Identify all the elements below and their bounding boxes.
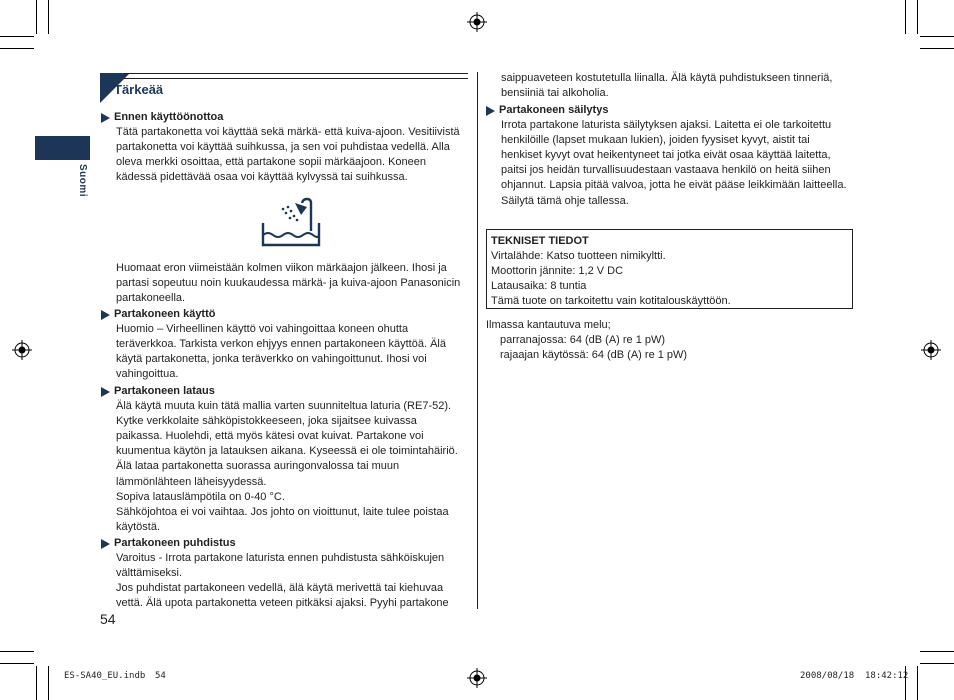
section-title: Partakoneen säilytys <box>499 104 609 116</box>
text-line: oleva merkki osoittaa, että partakone sopii märkäajoon. Koneen <box>116 156 427 169</box>
text-line: paitsi jos heidän turvallisuudestaan vastaava henkilö on heitä siihen <box>501 164 831 177</box>
text-line: Sopiva latauslämpötila on 0-40 °C. <box>116 490 285 503</box>
text-line: lämmönlähteen läheisyydessä. <box>116 475 267 488</box>
bullet-arrow-icon <box>101 539 110 549</box>
crop-mark <box>36 0 37 34</box>
text-line: Varoitus - Irrota partakone laturista ennen puhdistusta sähköiskujen <box>116 552 445 565</box>
crop-mark <box>0 663 34 664</box>
registration-mark-icon <box>467 12 487 32</box>
crop-mark <box>48 0 49 34</box>
text-line: käytä partakonetta, jonka teräverkko on vahingoittunut. Ihosi voi <box>116 353 427 366</box>
specifications-box <box>486 229 853 309</box>
crop-mark <box>920 651 954 652</box>
text-line: partakoneella. <box>116 292 186 305</box>
text-line: Tätä partakonetta voi käyttää sekä märkä- että kuiva-ajoon. Vesitiivistä <box>116 126 460 139</box>
section-cleaning-continued <box>486 71 866 101</box>
section-storage <box>486 103 866 209</box>
heading-rule <box>124 73 468 74</box>
text-line: Huomio – Virheellinen käyttö voi vahingoittaa koneen ohutta <box>116 323 409 336</box>
crop-mark <box>917 0 918 34</box>
text-line: käytöstä. <box>116 520 161 533</box>
shower-bath-icon <box>259 195 323 249</box>
language-tab-label: Suomi <box>77 164 88 198</box>
footer-date: 2008/08/18 <box>800 671 855 681</box>
text-line: vettä. Älä upota partakonetta veteen pitkäksi ajaksi. Pyyhi partakone <box>116 597 449 610</box>
bullet-arrow-icon <box>101 387 110 397</box>
text-line: Sähköjohtoa ei voi vaihtaa. Jos johto on vioittunut, laite tulee poistaa <box>116 505 449 518</box>
spec-line: Tämä tuote on tarkoitettu vain kotitalouskäyttöön. <box>491 295 731 307</box>
text-line: välttämiseksi. <box>116 567 183 580</box>
text-line: kuumentua käytön ja latauksen aikana. Kyseessä ei ole toimintahäiriö. <box>116 445 458 458</box>
text-line: henkilöille (lapset mukaan lukien), joiden fyysiset kyvyt, aistit tai <box>501 134 810 147</box>
text-line: henkiset kyvyt ovat heikentyneet tai jotka eivät osaa käyttää laitetta, <box>501 149 831 162</box>
bullet-arrow-icon <box>101 113 110 123</box>
text-line: Jos puhdistat partakoneen vedellä, älä käytä merivettä tai kiehuvaa <box>116 582 444 595</box>
text-line: Älä käytä muuta kuin tätä mallia varten suunniteltua laturia (RE7-52). <box>116 400 452 413</box>
text-line: partasi sopeutuu noin kuukaudessa märkä- ja kuiva-ajoon Panasonicin <box>116 277 461 290</box>
section-intro <box>101 110 471 185</box>
text-line: Säilytä tämä ohje tallessa. <box>501 194 629 207</box>
crop-mark <box>917 666 918 700</box>
crop-mark <box>48 666 49 700</box>
text-line: Kytke verkkolaite sähköpistokkeeseen, joka sijaitsee kuivassa <box>116 415 417 428</box>
footer-time: 18:42:12 <box>865 671 909 681</box>
noise-title: Ilmassa kantautuva melu; <box>486 319 611 331</box>
specifications-title: TEKNISET TIEDOT <box>491 235 589 247</box>
section-intro-continued <box>101 261 471 306</box>
crop-mark <box>0 36 34 37</box>
text-line: teräverkkoa. Tarkista verkon ehjyys ennen partakoneen käyttöä. Älä <box>116 338 446 351</box>
registration-mark-icon <box>12 340 32 360</box>
column-divider <box>477 72 478 609</box>
text-line: vahingoittua. <box>116 368 179 381</box>
crop-mark <box>905 0 906 34</box>
page-title: Tärkeää <box>114 82 164 97</box>
section-cleaning <box>101 536 471 611</box>
footer-file: ES-SA40_EU.indb <box>64 671 146 681</box>
section-title: Ennen käyttöönottoa <box>114 111 224 123</box>
text-line: saippuaveteen kostutetulla liinalla. Älä käytä puhdistukseen tinneriä, <box>501 72 833 84</box>
text-line: Huomaat eron viimeistään kolmen viikon märkäajon jälkeen. Ihosi ja <box>116 262 447 274</box>
footer-page: 54 <box>155 671 166 681</box>
text-line: Irrota partakone laturista säilytyksen ajaksi. Laitetta ei ole tarkoitettu <box>501 119 832 132</box>
text-line: Älä lataa partakonetta suorassa auringonvalossa tai muun <box>116 460 400 473</box>
text-line: bensiiniä tai alkoholia. <box>501 87 609 100</box>
spec-line: Virtalähde: Katso tuotteen nimikyltti. <box>491 250 666 262</box>
spec-line: Moottorin jännite: 1,2 V DC <box>491 265 624 277</box>
text-line: kädessä pidettävää osaa voi käyttää kylvyssä tai suihkussa. <box>116 171 408 184</box>
crop-mark <box>920 48 954 49</box>
section-title: Partakoneen käyttö <box>114 308 216 320</box>
section-usage <box>101 307 471 382</box>
text-line: partakonetta voi käyttää suihkussa, ja sen voi puhdistaa vedellä. Alla <box>116 141 450 154</box>
section-title: Partakoneen lataus <box>114 385 215 397</box>
crop-mark <box>0 48 34 49</box>
crop-mark <box>36 666 37 700</box>
section-title: Partakoneen puhdistus <box>114 537 236 549</box>
noise-line: parranajossa: 64 (dB (A) re 1 pW) <box>500 334 666 346</box>
text-line: paikassa. Huolehdi, että myös kätesi ovat kuivat. Partakone voi <box>116 430 424 443</box>
crop-mark <box>0 651 34 652</box>
section-charging <box>101 384 471 535</box>
noise-line: rajaajan käytössä: 64 (dB (A) re 1 pW) <box>500 349 688 361</box>
crop-mark <box>920 36 954 37</box>
language-tab <box>35 136 90 160</box>
bullet-arrow-icon <box>101 310 110 320</box>
registration-mark-icon <box>467 668 487 688</box>
crop-mark <box>920 663 954 664</box>
spec-line: Latausaika: 8 tuntia <box>491 280 587 292</box>
registration-mark-icon <box>921 340 941 360</box>
heading-rule <box>124 78 468 79</box>
text-line: ohjannut. Lapsia pitää valvoa, jotta he eivät pääse leikkimään laitteella. <box>501 179 847 192</box>
page-number: 54 <box>100 611 116 627</box>
bullet-arrow-icon <box>486 106 495 116</box>
noise-info <box>486 318 687 363</box>
